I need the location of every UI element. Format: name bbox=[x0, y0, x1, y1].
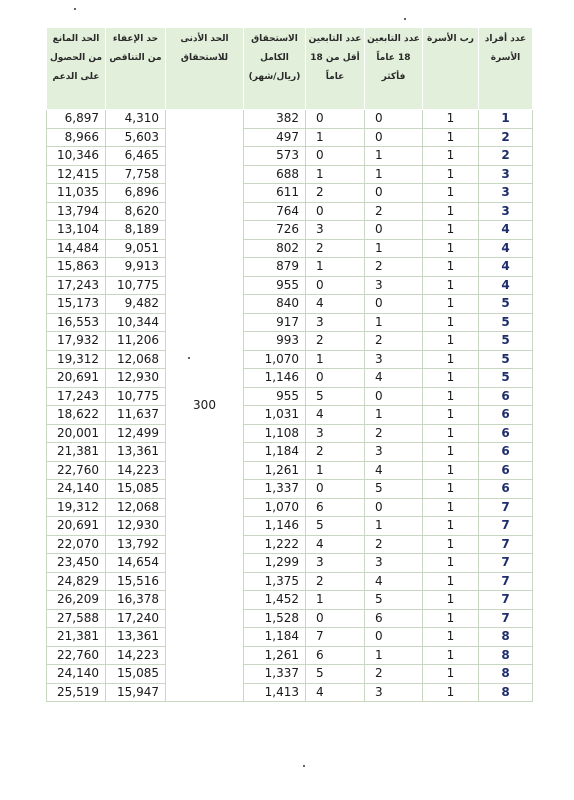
dependents-under-18-cell: 6 bbox=[306, 646, 365, 665]
table-row bbox=[47, 258, 533, 277]
dependents-under-18-cell: 1 bbox=[306, 258, 365, 277]
dependents-18-plus-cell: 2 bbox=[365, 332, 423, 351]
dependents-18-plus-cell: 2 bbox=[365, 535, 423, 554]
dependents-18-plus-cell: 1 bbox=[365, 147, 423, 166]
full-entitlement-cell: 1,146 bbox=[244, 517, 306, 536]
head-of-family-cell: 1 bbox=[423, 332, 479, 351]
dependents-under-18-cell: 0 bbox=[306, 609, 365, 628]
head-of-family-cell: 1 bbox=[423, 387, 479, 406]
head-of-family-cell: 1 bbox=[423, 221, 479, 240]
exemption-limit-cell: 8,189 bbox=[106, 221, 166, 240]
dependents-18-plus-cell: 5 bbox=[365, 480, 423, 499]
exemption-limit-cell: 9,482 bbox=[106, 295, 166, 314]
preventing-limit-cell: 14,484 bbox=[47, 239, 106, 258]
table-row bbox=[47, 406, 533, 425]
exemption-limit-cell: 17,240 bbox=[106, 609, 166, 628]
family-members-cell: 6 bbox=[479, 424, 533, 443]
family-members-cell: 3 bbox=[479, 165, 533, 184]
exemption-limit-cell: 6,465 bbox=[106, 147, 166, 166]
family-members-cell: 4 bbox=[479, 221, 533, 240]
family-members-cell: 7 bbox=[479, 535, 533, 554]
preventing-limit-cell: 24,140 bbox=[47, 665, 106, 684]
full-entitlement-cell: 1,222 bbox=[244, 535, 306, 554]
family-members-cell: 7 bbox=[479, 609, 533, 628]
full-entitlement-cell: 955 bbox=[244, 387, 306, 406]
table-row bbox=[47, 239, 533, 258]
dependents-under-18-cell: 6 bbox=[306, 498, 365, 517]
family-members-cell: 1 bbox=[479, 110, 533, 129]
dependents-18-plus-cell: 1 bbox=[365, 165, 423, 184]
head-of-family-cell: 1 bbox=[423, 609, 479, 628]
dependents-under-18-cell: 3 bbox=[306, 313, 365, 332]
preventing-limit-cell: 17,932 bbox=[47, 332, 106, 351]
preventing-limit-cell: 20,691 bbox=[47, 369, 106, 388]
full-entitlement-cell: 1,070 bbox=[244, 498, 306, 517]
preventing-limit-cell: 26,209 bbox=[47, 591, 106, 610]
dependents-under-18-cell: 4 bbox=[306, 683, 365, 702]
exemption-limit-cell: 13,361 bbox=[106, 628, 166, 647]
full-entitlement-cell: 726 bbox=[244, 221, 306, 240]
dependents-18-plus-cell: 2 bbox=[365, 424, 423, 443]
table-row bbox=[47, 480, 533, 499]
full-entitlement-cell: 1,108 bbox=[244, 424, 306, 443]
exemption-limit-cell: 13,792 bbox=[106, 535, 166, 554]
speck-dot bbox=[404, 18, 406, 20]
exemption-limit-cell: 12,068 bbox=[106, 498, 166, 517]
table-row bbox=[47, 369, 533, 388]
full-entitlement-cell: 611 bbox=[244, 184, 306, 203]
family-members-cell: 5 bbox=[479, 350, 533, 369]
dependents-under-18-cell: 0 bbox=[306, 369, 365, 388]
family-members-cell: 8 bbox=[479, 683, 533, 702]
header-preventing-limit: الحد المانع من الحصول على الدعم bbox=[47, 28, 106, 110]
exemption-limit-cell: 16,378 bbox=[106, 591, 166, 610]
table-row bbox=[47, 165, 533, 184]
header-min-entitlement: الحد الأدنى للاستحقاق bbox=[166, 28, 244, 110]
table-row bbox=[47, 313, 533, 332]
dependents-under-18-cell: 1 bbox=[306, 350, 365, 369]
family-members-cell: 2 bbox=[479, 147, 533, 166]
exemption-limit-cell: 6,896 bbox=[106, 184, 166, 203]
preventing-limit-cell: 24,140 bbox=[47, 480, 106, 499]
full-entitlement-cell: 688 bbox=[244, 165, 306, 184]
head-of-family-cell: 1 bbox=[423, 517, 479, 536]
dependents-under-18-cell: 0 bbox=[306, 147, 365, 166]
table-body bbox=[47, 110, 533, 702]
table-row bbox=[47, 184, 533, 203]
table-row bbox=[47, 535, 533, 554]
dependents-18-plus-cell: 2 bbox=[365, 202, 423, 221]
family-members-cell: 8 bbox=[479, 646, 533, 665]
dependents-under-18-cell: 1 bbox=[306, 461, 365, 480]
table-row bbox=[47, 295, 533, 314]
table-row bbox=[47, 350, 533, 369]
exemption-limit-cell: 15,947 bbox=[106, 683, 166, 702]
dependents-18-plus-cell: 2 bbox=[365, 258, 423, 277]
dependents-18-plus-cell: 3 bbox=[365, 350, 423, 369]
dependents-18-plus-cell: 0 bbox=[365, 387, 423, 406]
full-entitlement-cell: 1,337 bbox=[244, 665, 306, 684]
family-members-cell: 5 bbox=[479, 332, 533, 351]
exemption-limit-cell: 15,085 bbox=[106, 665, 166, 684]
dependents-under-18-cell: 0 bbox=[306, 276, 365, 295]
table-row bbox=[47, 221, 533, 240]
head-of-family-cell: 1 bbox=[423, 165, 479, 184]
table-row bbox=[47, 443, 533, 462]
full-entitlement-cell: 1,528 bbox=[244, 609, 306, 628]
dependents-under-18-cell: 5 bbox=[306, 665, 365, 684]
table-row bbox=[47, 276, 533, 295]
head-of-family-cell: 1 bbox=[423, 628, 479, 647]
full-entitlement-cell: 955 bbox=[244, 276, 306, 295]
full-entitlement-cell: 802 bbox=[244, 239, 306, 258]
family-members-cell: 6 bbox=[479, 443, 533, 462]
preventing-limit-cell: 17,243 bbox=[47, 276, 106, 295]
full-entitlement-cell: 1,299 bbox=[244, 554, 306, 573]
dependents-18-plus-cell: 0 bbox=[365, 295, 423, 314]
exemption-limit-cell: 8,620 bbox=[106, 202, 166, 221]
head-of-family-cell: 1 bbox=[423, 665, 479, 684]
min-entitlement-cell: 300 bbox=[166, 110, 244, 702]
head-of-family-cell: 1 bbox=[423, 443, 479, 462]
head-of-family-cell: 1 bbox=[423, 572, 479, 591]
dependents-18-plus-cell: 0 bbox=[365, 128, 423, 147]
family-members-cell: 6 bbox=[479, 406, 533, 425]
dependents-under-18-cell: 0 bbox=[306, 480, 365, 499]
dependents-under-18-cell: 4 bbox=[306, 406, 365, 425]
table-row bbox=[47, 424, 533, 443]
table-row bbox=[47, 665, 533, 684]
table-row bbox=[47, 683, 533, 702]
head-of-family-cell: 1 bbox=[423, 258, 479, 277]
exemption-limit-cell: 10,344 bbox=[106, 313, 166, 332]
dependents-18-plus-cell: 6 bbox=[365, 609, 423, 628]
support-table bbox=[46, 27, 533, 702]
exemption-limit-cell: 9,051 bbox=[106, 239, 166, 258]
dependents-18-plus-cell: 3 bbox=[365, 554, 423, 573]
head-of-family-cell: 1 bbox=[423, 276, 479, 295]
dependents-18-plus-cell: 5 bbox=[365, 591, 423, 610]
dependents-18-plus-cell: 4 bbox=[365, 461, 423, 480]
full-entitlement-cell: 1,452 bbox=[244, 591, 306, 610]
head-of-family-cell: 1 bbox=[423, 369, 479, 388]
table-row bbox=[47, 387, 533, 406]
preventing-limit-cell: 13,794 bbox=[47, 202, 106, 221]
dependents-under-18-cell: 2 bbox=[306, 443, 365, 462]
full-entitlement-cell: 1,413 bbox=[244, 683, 306, 702]
exemption-limit-cell: 15,516 bbox=[106, 572, 166, 591]
preventing-limit-cell: 27,588 bbox=[47, 609, 106, 628]
table-row bbox=[47, 332, 533, 351]
exemption-limit-cell: 10,775 bbox=[106, 276, 166, 295]
preventing-limit-cell: 25,519 bbox=[47, 683, 106, 702]
dependents-under-18-cell: 3 bbox=[306, 221, 365, 240]
full-entitlement-cell: 1,070 bbox=[244, 350, 306, 369]
family-members-cell: 7 bbox=[479, 498, 533, 517]
head-of-family-cell: 1 bbox=[423, 498, 479, 517]
table-row bbox=[47, 609, 533, 628]
dependents-under-18-cell: 3 bbox=[306, 424, 365, 443]
preventing-limit-cell: 6,897 bbox=[47, 110, 106, 129]
dependents-under-18-cell: 0 bbox=[306, 202, 365, 221]
exemption-limit-cell: 5,603 bbox=[106, 128, 166, 147]
dependents-18-plus-cell: 0 bbox=[365, 498, 423, 517]
head-of-family-cell: 1 bbox=[423, 554, 479, 573]
dependents-18-plus-cell: 3 bbox=[365, 276, 423, 295]
dependents-under-18-cell: 1 bbox=[306, 128, 365, 147]
preventing-limit-cell: 23,450 bbox=[47, 554, 106, 573]
full-entitlement-cell: 993 bbox=[244, 332, 306, 351]
dependents-under-18-cell: 4 bbox=[306, 535, 365, 554]
family-members-cell: 4 bbox=[479, 239, 533, 258]
head-of-family-cell: 1 bbox=[423, 406, 479, 425]
head-of-family-cell: 1 bbox=[423, 128, 479, 147]
preventing-limit-cell: 20,691 bbox=[47, 517, 106, 536]
table-row bbox=[47, 128, 533, 147]
family-members-cell: 6 bbox=[479, 461, 533, 480]
full-entitlement-cell: 382 bbox=[244, 110, 306, 129]
table-row bbox=[47, 572, 533, 591]
dependents-under-18-cell: 4 bbox=[306, 295, 365, 314]
dependents-18-plus-cell: 1 bbox=[365, 239, 423, 258]
exemption-limit-cell: 12,930 bbox=[106, 517, 166, 536]
head-of-family-cell: 1 bbox=[423, 591, 479, 610]
header-family-members: عدد أفراد الأسرة bbox=[479, 28, 533, 110]
dependents-18-plus-cell: 1 bbox=[365, 406, 423, 425]
dependents-under-18-cell: 2 bbox=[306, 239, 365, 258]
full-entitlement-cell: 497 bbox=[244, 128, 306, 147]
head-of-family-cell: 1 bbox=[423, 461, 479, 480]
head-of-family-cell: 1 bbox=[423, 295, 479, 314]
table-row bbox=[47, 461, 533, 480]
preventing-limit-cell: 17,243 bbox=[47, 387, 106, 406]
preventing-limit-cell: 10,346 bbox=[47, 147, 106, 166]
dependents-18-plus-cell: 1 bbox=[365, 646, 423, 665]
head-of-family-cell: 1 bbox=[423, 424, 479, 443]
family-members-cell: 6 bbox=[479, 480, 533, 499]
dependents-18-plus-cell: 4 bbox=[365, 369, 423, 388]
exemption-limit-cell: 4,310 bbox=[106, 110, 166, 129]
exemption-limit-cell: 12,068 bbox=[106, 350, 166, 369]
header-full-entitlement: الاستحقاق الكامل (ريال/شهر) bbox=[244, 28, 306, 110]
table-row bbox=[47, 110, 533, 129]
family-members-cell: 5 bbox=[479, 295, 533, 314]
header-row bbox=[47, 28, 533, 110]
dependents-18-plus-cell: 3 bbox=[365, 683, 423, 702]
head-of-family-cell: 1 bbox=[423, 535, 479, 554]
dependents-18-plus-cell: 4 bbox=[365, 572, 423, 591]
full-entitlement-cell: 1,337 bbox=[244, 480, 306, 499]
head-of-family-cell: 1 bbox=[423, 184, 479, 203]
header-exemption-limit: حد الإعفاء من التناقص bbox=[106, 28, 166, 110]
preventing-limit-cell: 8,966 bbox=[47, 128, 106, 147]
table-row bbox=[47, 554, 533, 573]
exemption-limit-cell: 15,085 bbox=[106, 480, 166, 499]
preventing-limit-cell: 15,173 bbox=[47, 295, 106, 314]
head-of-family-cell: 1 bbox=[423, 110, 479, 129]
head-of-family-cell: 1 bbox=[423, 350, 479, 369]
speck-dot bbox=[74, 8, 76, 10]
exemption-limit-cell: 9,913 bbox=[106, 258, 166, 277]
dependents-under-18-cell: 3 bbox=[306, 554, 365, 573]
speck-dot bbox=[303, 765, 305, 767]
full-entitlement-cell: 1,146 bbox=[244, 369, 306, 388]
dependents-under-18-cell: 5 bbox=[306, 517, 365, 536]
dependents-18-plus-cell: 3 bbox=[365, 443, 423, 462]
head-of-family-cell: 1 bbox=[423, 646, 479, 665]
exemption-limit-cell: 7,758 bbox=[106, 165, 166, 184]
dependents-under-18-cell: 5 bbox=[306, 387, 365, 406]
family-members-cell: 7 bbox=[479, 572, 533, 591]
dependents-under-18-cell: 0 bbox=[306, 110, 365, 129]
dependents-18-plus-cell: 2 bbox=[365, 665, 423, 684]
full-entitlement-cell: 1,261 bbox=[244, 646, 306, 665]
preventing-limit-cell: 18,622 bbox=[47, 406, 106, 425]
table-row bbox=[47, 498, 533, 517]
full-entitlement-cell: 1,031 bbox=[244, 406, 306, 425]
header-dependents-18-plus: عدد التابعين 18 عاماً فأكثر bbox=[365, 28, 423, 110]
family-members-cell: 8 bbox=[479, 628, 533, 647]
head-of-family-cell: 1 bbox=[423, 239, 479, 258]
exemption-limit-cell: 12,499 bbox=[106, 424, 166, 443]
preventing-limit-cell: 22,760 bbox=[47, 461, 106, 480]
family-members-cell: 3 bbox=[479, 202, 533, 221]
preventing-limit-cell: 21,381 bbox=[47, 443, 106, 462]
dependents-under-18-cell: 2 bbox=[306, 184, 365, 203]
preventing-limit-cell: 21,381 bbox=[47, 628, 106, 647]
preventing-limit-cell: 11,035 bbox=[47, 184, 106, 203]
family-members-cell: 5 bbox=[479, 313, 533, 332]
full-entitlement-cell: 917 bbox=[244, 313, 306, 332]
full-entitlement-cell: 1,375 bbox=[244, 572, 306, 591]
preventing-limit-cell: 22,070 bbox=[47, 535, 106, 554]
dependents-under-18-cell: 1 bbox=[306, 591, 365, 610]
head-of-family-cell: 1 bbox=[423, 480, 479, 499]
exemption-limit-cell: 11,637 bbox=[106, 406, 166, 425]
table-row bbox=[47, 646, 533, 665]
table-row bbox=[47, 591, 533, 610]
head-of-family-cell: 1 bbox=[423, 683, 479, 702]
dependents-18-plus-cell: 0 bbox=[365, 184, 423, 203]
head-of-family-cell: 1 bbox=[423, 147, 479, 166]
family-members-cell: 8 bbox=[479, 665, 533, 684]
dependents-18-plus-cell: 0 bbox=[365, 221, 423, 240]
preventing-limit-cell: 20,001 bbox=[47, 424, 106, 443]
full-entitlement-cell: 879 bbox=[244, 258, 306, 277]
preventing-limit-cell: 19,312 bbox=[47, 350, 106, 369]
family-members-cell: 4 bbox=[479, 258, 533, 277]
head-of-family-cell: 1 bbox=[423, 202, 479, 221]
table-row bbox=[47, 147, 533, 166]
dependents-under-18-cell: 2 bbox=[306, 332, 365, 351]
exemption-limit-cell: 12,930 bbox=[106, 369, 166, 388]
dependents-under-18-cell: 2 bbox=[306, 572, 365, 591]
full-entitlement-cell: 764 bbox=[244, 202, 306, 221]
full-entitlement-cell: 1,261 bbox=[244, 461, 306, 480]
dependents-under-18-cell: 1 bbox=[306, 165, 365, 184]
table-row bbox=[47, 517, 533, 536]
family-members-cell: 3 bbox=[479, 184, 533, 203]
preventing-limit-cell: 16,553 bbox=[47, 313, 106, 332]
family-members-cell: 7 bbox=[479, 591, 533, 610]
table-row bbox=[47, 202, 533, 221]
table-row bbox=[47, 628, 533, 647]
full-entitlement-cell: 840 bbox=[244, 295, 306, 314]
dependents-18-plus-cell: 1 bbox=[365, 517, 423, 536]
exemption-limit-cell: 11,206 bbox=[106, 332, 166, 351]
preventing-limit-cell: 19,312 bbox=[47, 498, 106, 517]
preventing-limit-cell: 22,760 bbox=[47, 646, 106, 665]
family-members-cell: 5 bbox=[479, 369, 533, 388]
preventing-limit-cell: 12,415 bbox=[47, 165, 106, 184]
preventing-limit-cell: 24,829 bbox=[47, 572, 106, 591]
exemption-limit-cell: 14,223 bbox=[106, 646, 166, 665]
family-members-cell: 2 bbox=[479, 128, 533, 147]
preventing-limit-cell: 15,863 bbox=[47, 258, 106, 277]
exemption-limit-cell: 14,223 bbox=[106, 461, 166, 480]
exemption-limit-cell: 14,654 bbox=[106, 554, 166, 573]
head-of-family-cell: 1 bbox=[423, 313, 479, 332]
preventing-limit-cell: 13,104 bbox=[47, 221, 106, 240]
dependents-18-plus-cell: 0 bbox=[365, 110, 423, 129]
dependents-18-plus-cell: 0 bbox=[365, 628, 423, 647]
family-members-cell: 7 bbox=[479, 554, 533, 573]
family-members-cell: 4 bbox=[479, 276, 533, 295]
full-entitlement-cell: 573 bbox=[244, 147, 306, 166]
family-members-cell: 6 bbox=[479, 387, 533, 406]
header-dependents-under-18: عدد التابعين أقل من 18 عاماً bbox=[306, 28, 365, 110]
family-members-cell: 7 bbox=[479, 517, 533, 536]
full-entitlement-cell: 1,184 bbox=[244, 628, 306, 647]
dependents-18-plus-cell: 1 bbox=[365, 313, 423, 332]
exemption-limit-cell: 10,775 bbox=[106, 387, 166, 406]
dependents-under-18-cell: 7 bbox=[306, 628, 365, 647]
full-entitlement-cell: 1,184 bbox=[244, 443, 306, 462]
exemption-limit-cell: 13,361 bbox=[106, 443, 166, 462]
header-head-of-family: رب الأسرة bbox=[423, 28, 479, 110]
